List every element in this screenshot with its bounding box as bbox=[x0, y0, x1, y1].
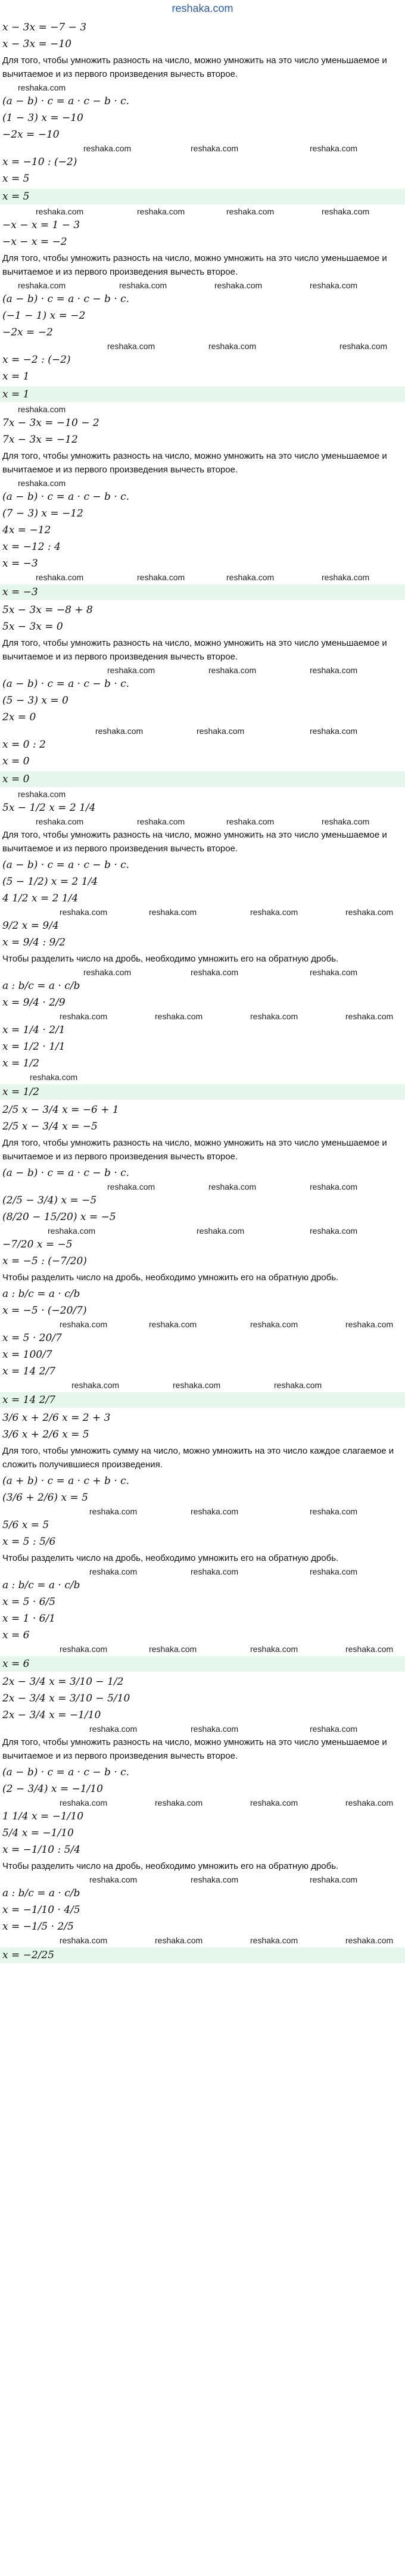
equation-line: x = −5 · (−20/7) bbox=[2, 1305, 87, 1317]
equation-line: x = −1/10 : 5/4 bbox=[2, 1844, 80, 1856]
watermark: reshaka.com bbox=[214, 281, 263, 290]
watermark-row bbox=[0, 404, 405, 415]
equation-line: (a − b) · c = a · c − b · c. bbox=[2, 678, 130, 690]
watermark: reshaka.com bbox=[36, 573, 84, 582]
watermark: reshaka.com bbox=[226, 573, 275, 582]
watermark: reshaka.com bbox=[155, 1012, 203, 1021]
equation-line: a : b/c = a · c/b bbox=[2, 1887, 80, 1899]
equation-line: 2x − 3/4 x = 3/10 − 1/2 bbox=[2, 1676, 124, 1688]
watermark: reshaka.com bbox=[18, 405, 66, 414]
watermark: reshaka.com bbox=[60, 1012, 108, 1021]
watermark: reshaka.com bbox=[107, 1182, 155, 1191]
watermark: reshaka.com bbox=[30, 1072, 78, 1082]
watermark: reshaka.com bbox=[310, 665, 358, 675]
watermark: reshaka.com bbox=[155, 1798, 203, 1807]
watermark: reshaka.com bbox=[191, 144, 239, 153]
watermark: reshaka.com bbox=[83, 967, 132, 977]
equation-line: x = 1 bbox=[2, 371, 30, 382]
watermark: reshaka.com bbox=[60, 1644, 108, 1654]
watermark-row bbox=[0, 1874, 405, 1885]
equation-line: 5/6 x = 5 bbox=[2, 1519, 49, 1531]
equation-line: (a − b) · c = a · c − b · c. bbox=[2, 1766, 130, 1778]
rule-text: Чтобы разделить число на дробь, необходимо умножить его на обратную дробь. bbox=[2, 1861, 339, 1871]
rule-text: Для того, чтобы умножить сумму на число, можно умножить на это число каждое слагаемое и сложить получившиеся произведения. bbox=[2, 1446, 394, 1470]
watermark-row bbox=[0, 206, 405, 217]
watermark-row bbox=[0, 1319, 405, 1330]
watermark: reshaka.com bbox=[191, 1507, 239, 1516]
solution-content bbox=[0, 17, 405, 1963]
watermark-row bbox=[0, 572, 405, 583]
equation-line: 1 1/4 x = −1/10 bbox=[2, 1810, 84, 1822]
watermark: reshaka.com bbox=[208, 341, 257, 351]
watermark: reshaka.com bbox=[208, 665, 257, 675]
equation-line: (8/20 − 15/20) x = −5 bbox=[2, 1211, 116, 1223]
equation-line: x = 5 bbox=[2, 173, 30, 185]
equation-line: −x − x = 1 − 3 bbox=[2, 219, 80, 231]
watermark-row bbox=[0, 143, 405, 154]
watermark: reshaka.com bbox=[197, 726, 245, 736]
watermark: reshaka.com bbox=[191, 1567, 239, 1576]
watermark: reshaka.com bbox=[322, 573, 370, 582]
equation-line: x − 3x = −7 − 3 bbox=[2, 21, 87, 33]
rule-text: Для того, чтобы умножить разность на число, можно умножить на это число уменьшаемое и вычитаемое и из первого произведения вычесть второе. bbox=[2, 451, 387, 475]
watermark-row bbox=[0, 1181, 405, 1192]
equation-line: 5x − 1/2 x = 2 1/4 bbox=[2, 802, 96, 814]
equation-line: x = 6 bbox=[2, 1629, 30, 1641]
equation-line: −2x = −2 bbox=[2, 326, 53, 338]
watermark: reshaka.com bbox=[18, 281, 66, 290]
equation-line: (7 − 3) x = −12 bbox=[2, 508, 83, 519]
watermark: reshaka.com bbox=[95, 726, 144, 736]
watermark-row bbox=[0, 478, 405, 489]
equation-line: x = 5 : 5/6 bbox=[2, 1536, 56, 1548]
watermark: reshaka.com bbox=[226, 207, 275, 216]
watermark: reshaka.com bbox=[345, 907, 394, 917]
answer-line: x = 6 bbox=[0, 1656, 405, 1672]
equation-line: −7/20 x = −5 bbox=[2, 1239, 73, 1250]
equation-line: (−1 − 1) x = −2 bbox=[2, 310, 86, 322]
watermark: reshaka.com bbox=[60, 1936, 108, 1945]
watermark: reshaka.com bbox=[18, 478, 66, 488]
equation-line: a : b/c = a · c/b bbox=[2, 980, 80, 992]
equation-line: (2 − 3/4) x = −1/10 bbox=[2, 1783, 103, 1795]
watermark: reshaka.com bbox=[107, 341, 155, 351]
site-header bbox=[0, 0, 405, 17]
answer-line: x = 1 bbox=[0, 387, 405, 402]
watermark-row bbox=[0, 726, 405, 736]
answer-line: x = −2/25 bbox=[0, 1947, 405, 1963]
rule-text: Чтобы разделить число на дробь, необходимо умножить его на обратную дробь. bbox=[2, 954, 339, 964]
equation-line: (a + b) · c = a · c + b · c. bbox=[2, 1475, 130, 1487]
equation-line: 4x = −12 bbox=[2, 524, 51, 536]
watermark-row bbox=[0, 1797, 405, 1808]
watermark: reshaka.com bbox=[250, 1012, 298, 1021]
watermark-row bbox=[0, 665, 405, 676]
rule-text: Чтобы разделить число на дробь, необходимо умножить его на обратную дробь. bbox=[2, 1553, 339, 1563]
watermark: reshaka.com bbox=[155, 1936, 203, 1945]
equation-line: x = 0 bbox=[2, 755, 30, 767]
watermark: reshaka.com bbox=[208, 1182, 257, 1191]
watermark: reshaka.com bbox=[36, 817, 84, 826]
watermark: reshaka.com bbox=[250, 907, 298, 917]
rule-text: Для того, чтобы умножить разность на число, можно умножить на это число уменьшаемое и вычитаемое и из первого произведения вычесть второе. bbox=[2, 638, 387, 662]
equation-line: 2x − 3/4 x = −1/10 bbox=[2, 1709, 101, 1721]
equation-line: (5 − 1/2) x = 2 1/4 bbox=[2, 876, 98, 888]
equation-line: 2x = 0 bbox=[2, 711, 36, 723]
site-logo-text: reshaka.com bbox=[172, 2, 233, 14]
equation-line: x = 5 · 6/5 bbox=[2, 1596, 56, 1608]
watermark: reshaka.com bbox=[310, 144, 358, 153]
watermark: reshaka.com bbox=[36, 207, 84, 216]
watermark: reshaka.com bbox=[18, 789, 66, 799]
equation-line: x = −5 : (−7/20) bbox=[2, 1255, 87, 1267]
equation-line: 5x − 3x = 0 bbox=[2, 621, 63, 633]
equation-line: x = −2 : (−2) bbox=[2, 354, 71, 366]
equation-line: x − 3x = −10 bbox=[2, 38, 71, 50]
equation-line: 2/5 x − 3/4 x = −6 + 1 bbox=[2, 1104, 119, 1116]
watermark: reshaka.com bbox=[250, 1320, 298, 1329]
equation-line: (a − b) · c = a · c − b · c. bbox=[2, 293, 130, 305]
watermark-row bbox=[0, 1225, 405, 1236]
watermark: reshaka.com bbox=[149, 1644, 197, 1654]
watermark: reshaka.com bbox=[191, 1724, 239, 1734]
watermark-row bbox=[0, 82, 405, 93]
equation-line: x = −1/5 · 2/5 bbox=[2, 1921, 74, 1933]
answer-line: x = 14 2/7 bbox=[0, 1392, 405, 1408]
watermark-row bbox=[0, 341, 405, 351]
equation-line: 4 1/2 x = 2 1/4 bbox=[2, 892, 79, 904]
watermark-row bbox=[0, 1566, 405, 1577]
equation-line: (3/6 + 2/6) x = 5 bbox=[2, 1492, 88, 1504]
watermark: reshaka.com bbox=[48, 1226, 96, 1236]
watermark-row bbox=[0, 907, 405, 917]
watermark-row bbox=[0, 1935, 405, 1946]
equation-line: x = 5 · 20/7 bbox=[2, 1332, 62, 1344]
watermark-row bbox=[0, 1380, 405, 1390]
watermark: reshaka.com bbox=[60, 907, 108, 917]
equation-line: (5 − 3) x = 0 bbox=[2, 695, 68, 707]
watermark: reshaka.com bbox=[137, 573, 185, 582]
equation-line: −2x = −10 bbox=[2, 129, 60, 141]
equation-line: (2/5 − 3/4) x = −5 bbox=[2, 1194, 97, 1206]
equation-line: a : b/c = a · c/b bbox=[2, 1579, 80, 1591]
answer-line: x = 5 bbox=[0, 189, 405, 204]
equation-line: x = 14 2/7 bbox=[2, 1365, 56, 1377]
watermark: reshaka.com bbox=[345, 1012, 394, 1021]
watermark: reshaka.com bbox=[345, 1644, 394, 1654]
watermark: reshaka.com bbox=[250, 1798, 298, 1807]
equation-line: 9/2 x = 9/4 bbox=[2, 920, 59, 932]
watermark: reshaka.com bbox=[310, 1226, 358, 1236]
equation-line: x = −3 bbox=[2, 558, 38, 570]
equation-line: (a − b) · c = a · c − b · c. bbox=[2, 491, 130, 503]
watermark-row bbox=[0, 789, 405, 799]
equation-line: x = −12 : 4 bbox=[2, 541, 61, 553]
answer-line: x = −3 bbox=[0, 584, 405, 600]
watermark: reshaka.com bbox=[18, 83, 66, 92]
rule-text: Для того, чтобы умножить разность на число, можно умножить на это число уменьшаемое и вычитаемое и из первого произведения вычесть второе. bbox=[2, 55, 387, 79]
equation-line: x = 100/7 bbox=[2, 1349, 52, 1361]
watermark: reshaka.com bbox=[310, 1182, 358, 1191]
watermark: reshaka.com bbox=[173, 1380, 221, 1390]
watermark: reshaka.com bbox=[250, 1936, 298, 1945]
watermark: reshaka.com bbox=[191, 967, 239, 977]
equation-line: 2/5 x − 3/4 x = −5 bbox=[2, 1121, 98, 1133]
watermark: reshaka.com bbox=[339, 341, 388, 351]
equation-line: (1 − 3) x = −10 bbox=[2, 112, 83, 124]
watermark-row bbox=[0, 967, 405, 978]
watermark: reshaka.com bbox=[310, 1567, 358, 1576]
watermark: reshaka.com bbox=[345, 1936, 394, 1945]
watermark: reshaka.com bbox=[137, 207, 185, 216]
equation-line: a : b/c = a · c/b bbox=[2, 1288, 80, 1300]
watermark: reshaka.com bbox=[310, 1875, 358, 1884]
watermark: reshaka.com bbox=[310, 1724, 358, 1734]
equation-line: x = 1 · 6/1 bbox=[2, 1613, 56, 1625]
answer-line: x = 1/2 bbox=[0, 1084, 405, 1100]
answer-line: x = 0 bbox=[0, 771, 405, 787]
watermark: reshaka.com bbox=[89, 1724, 138, 1734]
watermark: reshaka.com bbox=[345, 1798, 394, 1807]
watermark: reshaka.com bbox=[310, 726, 358, 736]
watermark-row bbox=[0, 816, 405, 827]
watermark-row bbox=[0, 1644, 405, 1654]
equation-line: 5/4 x = −1/10 bbox=[2, 1827, 74, 1839]
equation-line: x = 9/4 : 9/2 bbox=[2, 937, 66, 948]
watermark: reshaka.com bbox=[310, 967, 358, 977]
watermark-row bbox=[0, 1011, 405, 1022]
equation-line: x = 0 : 2 bbox=[2, 739, 46, 751]
watermark-row bbox=[0, 1072, 405, 1082]
watermark: reshaka.com bbox=[274, 1380, 322, 1390]
equation-line: x = 1/4 · 2/1 bbox=[2, 1024, 66, 1036]
rule-text: Для того, чтобы умножить разность на число, можно умножить на это число уменьшаемое и вычитаемое и из первого произведения вычесть второе. bbox=[2, 1138, 387, 1162]
watermark: reshaka.com bbox=[119, 281, 167, 290]
equation-line: (a − b) · c = a · c − b · c. bbox=[2, 95, 130, 107]
watermark: reshaka.com bbox=[191, 1875, 239, 1884]
watermark: reshaka.com bbox=[250, 1644, 298, 1654]
watermark: reshaka.com bbox=[60, 1798, 108, 1807]
watermark-row bbox=[0, 1723, 405, 1734]
watermark-row bbox=[0, 1506, 405, 1517]
equation-line: −x − x = −2 bbox=[2, 236, 67, 248]
watermark: reshaka.com bbox=[89, 1567, 138, 1576]
equation-line: 3/6 x + 2/6 x = 2 + 3 bbox=[2, 1412, 111, 1424]
equation-line: 7x − 3x = −12 bbox=[2, 434, 78, 446]
watermark: reshaka.com bbox=[89, 1507, 138, 1516]
watermark-row bbox=[0, 280, 405, 291]
equation-line: 7x − 3x = −10 − 2 bbox=[2, 417, 99, 429]
watermark: reshaka.com bbox=[60, 1320, 108, 1329]
rule-text: Чтобы разделить число на дробь, необходимо умножить его на обратную дробь. bbox=[2, 1273, 339, 1283]
rule-text: Для того, чтобы умножить разность на число, можно умножить на это число уменьшаемое и вычитаемое и из первого произведения вычесть второе. bbox=[2, 253, 387, 277]
watermark: reshaka.com bbox=[137, 817, 185, 826]
watermark: reshaka.com bbox=[83, 144, 132, 153]
watermark: reshaka.com bbox=[89, 1875, 138, 1884]
equation-line: x = −1/10 · 4/5 bbox=[2, 1904, 80, 1916]
equation-line: (a − b) · c = a · c − b · c. bbox=[2, 1167, 130, 1179]
equation-line: 3/6 x + 2/6 x = 5 bbox=[2, 1429, 89, 1441]
watermark: reshaka.com bbox=[107, 665, 155, 675]
watermark: reshaka.com bbox=[149, 1320, 197, 1329]
equation-line: 5x − 3x = −8 + 8 bbox=[2, 604, 93, 616]
equation-line: (a − b) · c = a · c − b · c. bbox=[2, 859, 130, 871]
watermark: reshaka.com bbox=[322, 817, 370, 826]
equation-line: 2x − 3/4 x = 3/10 − 5/10 bbox=[2, 1693, 130, 1704]
equation-line: x = 1/2 · 1/1 bbox=[2, 1041, 66, 1053]
watermark: reshaka.com bbox=[197, 1226, 245, 1236]
equation-line: x = 9/4 · 2/9 bbox=[2, 997, 66, 1009]
watermark: reshaka.com bbox=[310, 281, 358, 290]
watermark: reshaka.com bbox=[71, 1380, 120, 1390]
watermark: reshaka.com bbox=[226, 817, 275, 826]
watermark: reshaka.com bbox=[322, 207, 370, 216]
watermark: reshaka.com bbox=[345, 1320, 394, 1329]
watermark: reshaka.com bbox=[310, 1507, 358, 1516]
equation-line: x = −10 : (−2) bbox=[2, 156, 77, 168]
watermark: reshaka.com bbox=[149, 907, 197, 917]
equation-line: x = 1/2 bbox=[2, 1057, 39, 1069]
rule-text: Для того, чтобы умножить разность на число, можно умножить на это число уменьшаемое и вычитаемое и из первого произведения вычесть второе. bbox=[2, 1737, 387, 1761]
rule-text: Для того, чтобы умножить разность на число, можно умножить на это число уменьшаемое и вычитаемое и из первого произведения вычесть второе. bbox=[2, 830, 387, 854]
